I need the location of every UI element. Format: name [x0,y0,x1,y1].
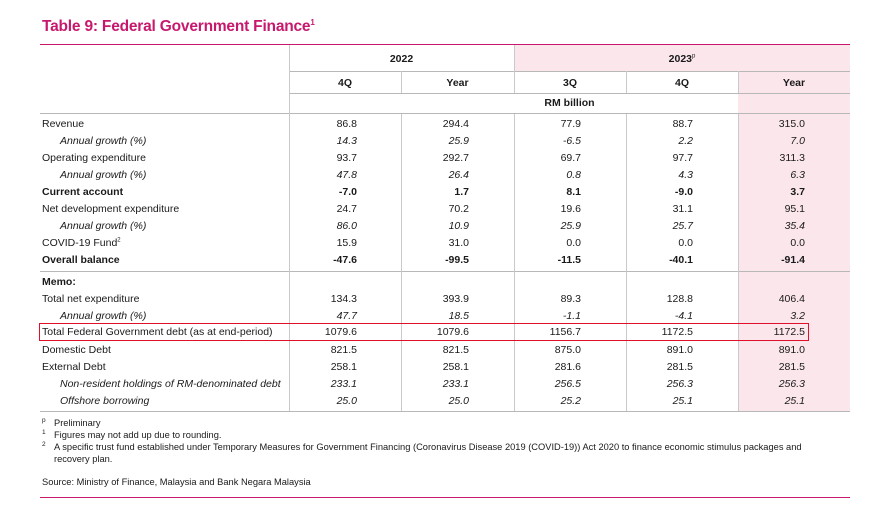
table-cell: 93.7 [336,152,357,164]
unit-rule [40,113,850,114]
table-cell: 128.8 [666,293,693,305]
row-label: Total Federal Government debt (as at end-period) [42,326,273,338]
table-cell: 406.4 [778,293,805,305]
table-cell: 311.3 [779,152,805,164]
col-header-2022-4q: 4Q [337,77,352,89]
row-label: Non-resident holdings of RM-denominated debt [60,378,281,390]
table-cell: 35.4 [784,220,805,232]
table-cell: 47.7 [336,310,357,322]
table-cell: 0.0 [566,237,581,249]
table-cell: 233.1 [330,378,357,390]
table-cell: -4.1 [674,310,693,322]
table-row [0,254,878,271]
table-cell: -1.1 [562,310,581,322]
source-note: Source: Ministry of Finance, Malaysia and Bank Negara Malaysia [42,477,311,487]
table-cell: 8.1 [566,186,581,198]
table-cell: 891.0 [778,344,805,356]
row-label: Annual growth (%) [60,169,147,181]
table-cell: 256.3 [666,378,693,390]
table-cell: 69.7 [560,152,581,164]
table-cell: 258.1 [442,361,469,373]
table-row [0,220,878,237]
table-cell: 77.9 [560,118,581,130]
table-cell: 31.0 [448,237,469,249]
row-label: Annual growth (%) [60,135,147,147]
memo-label: Memo: [42,276,76,288]
table-cell: 24.7 [336,203,357,215]
table-cell: 281.5 [778,361,805,373]
table-cell: -47.6 [333,254,357,266]
table-cell: 233.1 [442,378,469,390]
column-header-rule [289,93,850,94]
table-cell: 86.0 [336,220,357,232]
table-cell: 18.5 [448,310,469,322]
table-cell: 47.8 [336,169,357,181]
bottom-rule [40,497,850,498]
footnote-1: 1 Figures may not add up due to rounding. [42,429,222,440]
unit-label: RM billion [544,97,595,109]
table-row [0,186,878,203]
table-row [0,169,878,186]
table-cell: 25.9 [560,220,581,232]
table-cell: 1079.6 [436,326,469,338]
table-cell: 10.9 [448,220,469,232]
table-cell: 256.3 [778,378,805,390]
table-cell: 25.0 [448,395,469,407]
row-label: Offshore borrowing [60,395,150,407]
table-cell: 3.7 [790,186,805,198]
table-cell: -6.5 [562,135,581,147]
top-rule [40,44,850,45]
table-cell: 292.7 [442,152,469,164]
table-cell: -91.4 [781,254,805,266]
table-title: Table 9: Federal Government Finance$^1$ [42,18,315,36]
table-cell: 294.4 [442,118,469,130]
table-row [0,135,878,152]
table-cell: 258.1 [330,361,357,373]
table-cell: 31.1 [672,203,693,215]
table-cell: -99.5 [445,254,469,266]
table-row [0,395,878,412]
table-cell: 315.0 [778,118,805,130]
col-header-2023-3q: 3Q [562,77,577,89]
table-cell: 1172.5 [773,326,805,338]
table-row [0,378,878,395]
table-cell: 134.3 [330,293,357,305]
table-cell: 7.0 [790,135,805,147]
row-label: Current account [42,186,124,198]
table-row [0,118,878,135]
table-cell: -9.0 [674,186,693,198]
row-label: Revenue [42,118,85,130]
col-header-2023-year: Year [782,77,806,89]
row-label: Domestic Debt [42,344,111,356]
table-cell: 0.0 [678,237,693,249]
row-label: Total net expenditure [42,293,140,305]
table-row [0,237,878,254]
table-cell: 25.0 [336,395,357,407]
row-label: Annual growth (%) [60,220,147,232]
row-label: External Debt [42,361,106,373]
table-cell: 15.9 [336,237,357,249]
row-label: Annual growth (%) [60,310,147,322]
table-cell: 25.9 [448,135,469,147]
table-cell: 2.2 [678,135,693,147]
table-cell: 821.5 [442,344,469,356]
table-row [0,344,878,361]
debt-row-highlight-box [39,323,809,341]
header-2022: 2022 [389,53,414,65]
row-label: Net development expenditure [42,203,180,215]
table-cell: 256.5 [554,378,581,390]
table-cell: 821.5 [330,344,357,356]
table-cell: 1172.5 [661,326,693,338]
table-cell: 281.6 [554,361,581,373]
table-cell: 88.7 [672,118,693,130]
table-cell: 97.7 [672,152,693,164]
footnote-preliminary: p Preliminary [42,417,101,428]
table-cell: -11.5 [557,254,581,266]
table-cell: -40.1 [669,254,693,266]
table-cell: 6.3 [790,169,805,181]
table-cell: 95.1 [784,203,805,215]
table-cell: 70.2 [448,203,469,215]
table-row [0,152,878,169]
table-cell: 89.3 [560,293,581,305]
table-cell: 0.8 [566,169,581,181]
year-header-rule [289,71,850,72]
table-cell: 281.5 [666,361,693,373]
table-row [0,361,878,378]
table-cell: 25.2 [560,395,581,407]
table-cell: 393.9 [442,293,469,305]
table-cell: 3.2 [790,310,805,322]
table-cell: 25.1 [672,395,693,407]
table-cell: 875.0 [554,344,581,356]
table-cell: 1079.6 [324,326,357,338]
table-cell: 25.1 [784,395,805,407]
header-2023: 2023$^p$ [668,53,696,65]
memo-rule [40,271,850,272]
table-cell: -7.0 [338,186,357,198]
table-cell: 4.3 [678,169,693,181]
row-label: Operating expenditure [42,152,146,164]
table-cell: 26.4 [448,169,469,181]
table-row [0,293,878,310]
table-cell: 0.0 [790,237,805,249]
footnotes [42,417,832,465]
col-header-2023-4q: 4Q [674,77,689,89]
table-cell: 14.3 [336,135,357,147]
table-cell: 86.8 [336,118,357,130]
table-cell: 19.6 [560,203,581,215]
row-label: COVID-19 Fund$^2$ [42,237,121,249]
table-cell: 891.0 [666,344,693,356]
col-header-2022-year: Year [446,77,469,89]
footnote-2: 2 A specific trust fund established under Temporary Measures for Government Financing (Coronavirus Disease 2019 (COVID-19)) Act 2020 to finance economic stimulus packages and recovery plan. [42,441,802,464]
row-label: Overall balance [42,254,120,266]
table-row [0,203,878,220]
table-cell: 1156.7 [549,326,581,338]
table-cell: 1.7 [454,186,469,198]
table-cell: 25.7 [672,220,693,232]
